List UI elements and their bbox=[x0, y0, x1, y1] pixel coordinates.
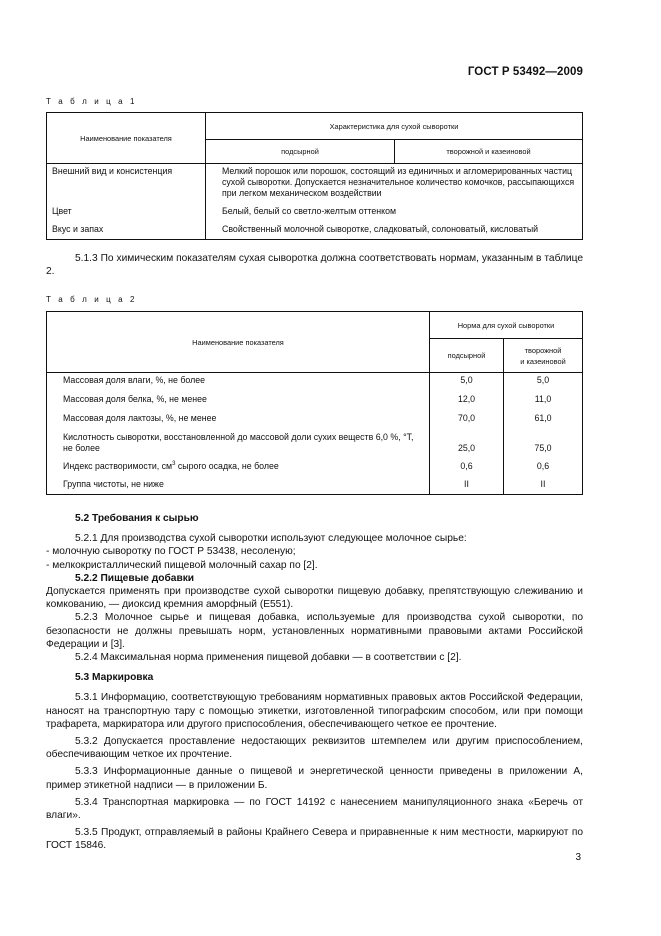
table2-cell-name bbox=[47, 456, 430, 474]
table2-name-pre: Индекс растворимости, см bbox=[63, 461, 173, 471]
table2-name-sup: 3 bbox=[172, 461, 176, 467]
table-row bbox=[47, 426, 583, 456]
document-header: ГОСТ Р 53492—2009 bbox=[467, 66, 583, 78]
table2-header-group: Норма для сухой сыворотки bbox=[430, 312, 583, 339]
table2 bbox=[46, 311, 583, 495]
table-row bbox=[47, 407, 583, 426]
table2-cell-b: 0,6 bbox=[504, 456, 583, 474]
table-row bbox=[47, 201, 583, 219]
list-item: - молочную сыворотку по ГОСТ Р 53438, несоленую; bbox=[46, 546, 296, 558]
table2-cell-b: 5,0 bbox=[504, 373, 583, 389]
paragraph-5-3-4: 5.3.4 Транспортная маркировка — по ГОСТ 14192 с нанесением манипуляционного знака «Беречь от влаги». bbox=[46, 796, 583, 822]
table2-cell-a: 70,0 bbox=[430, 407, 504, 426]
section-5-2-2-heading: 5.2.2 Пищевые добавки bbox=[75, 572, 195, 584]
paragraph-5-2-2: Допускается применять при производстве сухой сыворотки пищевую добавку, препятствующую слеживанию и комкованию, — диоксид кремния аморфный (Е551). bbox=[46, 586, 583, 611]
paragraph-5-3-5: 5.3.5 Продукт, отправляемый в районы Крайнего Севера и приравненные к ним местности, маркируют по ГОСТ 15846. bbox=[46, 827, 583, 852]
table1-cell-name: Внешний вид и консистенция bbox=[47, 164, 206, 202]
section-5-2-heading: 5.2 Требования к сырью bbox=[75, 513, 199, 524]
table2-cell-a: 5,0 bbox=[430, 373, 504, 389]
table1-header-col-a: подсырной bbox=[206, 140, 395, 164]
table-row bbox=[47, 456, 583, 474]
table2-cell-name: Кислотность сыворотки, восстановленной до массовой доли сухих веществ 6,0 %, °Т, не более bbox=[47, 426, 430, 456]
section-5-2 bbox=[46, 512, 583, 853]
paragraph-5-3-3: 5.3.3 Информационные данные о пищевой и энергетической ценности приведены в приложении А, пример этикетной надписи — в приложении Б. bbox=[46, 766, 583, 791]
table1-cell-value: Мелкий порошок или порошок, состоящий из единичных и агломерированных частиц сухой сыворотки. Допускается незначительное количество комочков, рассыпающихся при легком механическом воздействии bbox=[206, 164, 583, 202]
page-number: 3 bbox=[575, 852, 581, 863]
paragraph-5-1-3 bbox=[46, 252, 583, 278]
table-row bbox=[47, 388, 583, 407]
table1 bbox=[46, 112, 583, 240]
list-item: - мелкокристаллический пищевой молочный сахар по [2]. bbox=[46, 559, 318, 571]
table2-header-col-a: подсырной bbox=[430, 339, 504, 373]
table-row bbox=[47, 373, 583, 389]
table2-cell-b: 11,0 bbox=[504, 388, 583, 407]
table2-cell-a: 0,6 bbox=[430, 456, 504, 474]
table2-cell-a: 12,0 bbox=[430, 388, 504, 407]
paragraph-5-2-1: 5.2.1 Для производства сухой сыворотки используют следующее молочное сырье: bbox=[75, 533, 467, 545]
table2-cell-b: II bbox=[504, 474, 583, 495]
table2-header-col-b bbox=[504, 339, 583, 373]
table2-cell-a: 25,0 bbox=[430, 426, 504, 456]
paragraph-text: 5.1.3 По химическим показателям сухая сыворотка должна соответствовать нормам, указанным в таблице 2. bbox=[46, 253, 583, 278]
table2-caption: Т а б л и ц а 2 bbox=[46, 295, 138, 304]
table2-cell-name: Массовая доля лактозы, %, не менее bbox=[47, 407, 430, 426]
table1-caption: Т а б л и ц а 1 bbox=[46, 97, 138, 106]
table2-name-post: сырого осадка, не более bbox=[175, 461, 279, 471]
table2-cell-b: 75,0 bbox=[504, 426, 583, 456]
table1-cell-value: Свойственный молочной сыворотке, сладковатый, солоноватый, кисловатый bbox=[206, 219, 583, 240]
table1-header-indicator: Наименование показателя bbox=[47, 113, 206, 164]
section-5-3-heading: 5.3 Маркировка bbox=[75, 672, 154, 684]
table-row bbox=[47, 164, 583, 202]
table-row bbox=[47, 474, 583, 495]
table-row bbox=[47, 219, 583, 240]
paragraph-5-2-3: 5.2.3 Молочное сырье и пищевая добавка, используемые для производства сухой сыворотки, по безопасности не должны превышать норм, установленных нормативными правовыми актами Российской Федерации и [3]. bbox=[46, 612, 583, 650]
table2-cell-b: 61,0 bbox=[504, 407, 583, 426]
paragraph-5-3-1: 5.3.1 Информацию, соответствующую требованиям нормативных правовых актов Российской Федерации, наносят на транспортную тару с помощью этикетки, изготовленной типографским способом, или при помощи трафарета, маркиратора или другого приспособления, обеспечивающего четкое ее прочтение. bbox=[46, 692, 583, 730]
table2-header-col-b-line1: творожной bbox=[524, 345, 562, 355]
table1-cell-name: Вкус и запах bbox=[47, 219, 206, 240]
table2-cell-name: Группа чистоты, не ниже bbox=[47, 474, 430, 495]
paragraph-5-2-4: 5.2.4 Максимальная норма применения пищевой добавки — в соответствии с [2]. bbox=[75, 652, 462, 664]
table2-cell-name: Массовая доля влаги, %, не более bbox=[47, 373, 430, 389]
table2-header-indicator: Наименование показателя bbox=[47, 312, 430, 373]
table1-cell-value: Белый, белый со светло-желтым оттенком bbox=[206, 201, 583, 219]
table2-header-col-b-line2: и казеиновой bbox=[520, 356, 566, 366]
paragraph-5-3-2: 5.3.2 Допускается проставление недостающих реквизитов штемпелем или другим приспособлением, обеспечивающим четкое их прочтение. bbox=[46, 736, 583, 761]
table2-cell-name: Массовая доля белка, %, не менее bbox=[47, 388, 430, 407]
table1-cell-name: Цвет bbox=[47, 201, 206, 219]
table1-header-col-b: творожной и казеиновой bbox=[395, 140, 583, 164]
table2-cell-a: II bbox=[430, 474, 504, 495]
table1-header-group: Характеристика для сухой сыворотки bbox=[206, 113, 583, 140]
